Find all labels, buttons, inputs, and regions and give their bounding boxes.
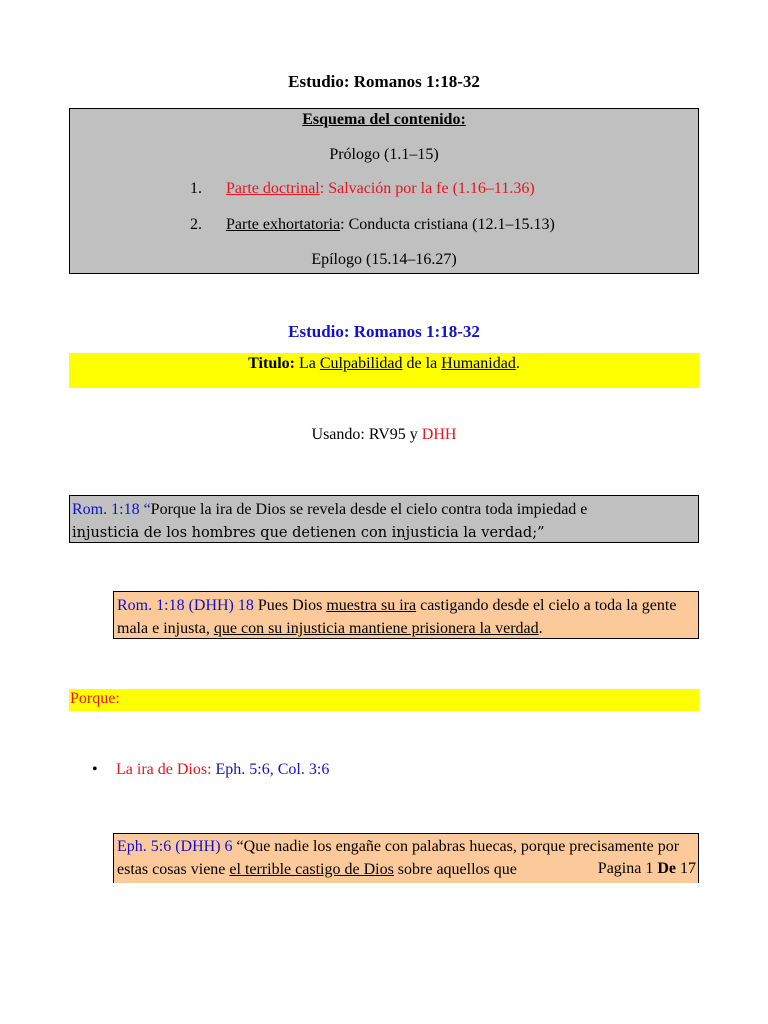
bullet-label: La ira de Dios: bbox=[116, 761, 212, 778]
outline-prologue: Prólogo (1.1–15) bbox=[329, 146, 439, 163]
eph-verse-underline: el terrible castigo de Dios bbox=[229, 861, 394, 878]
outline-item-text bbox=[226, 180, 535, 198]
using-line bbox=[0, 426, 768, 444]
porque-bar bbox=[69, 689, 699, 711]
outline-box bbox=[69, 108, 699, 274]
dhh-verse-underline: muestra su ira bbox=[326, 597, 417, 614]
title-word-humanidad: Humanidad bbox=[441, 355, 516, 372]
bullet-text bbox=[116, 761, 329, 779]
rom-verse-box bbox=[69, 495, 699, 543]
outline-item-desc: Conducta cristiana (12.1–15.13) bbox=[348, 216, 555, 233]
outline-item-label: Parte exhortatoria bbox=[226, 216, 341, 233]
porque-heading: Porque: bbox=[70, 690, 120, 707]
rom-verse-ref: Rom. 1:18 bbox=[72, 501, 140, 518]
rom-verse-text: injusticia de los hombres que detienen con injusticia la verdad;” bbox=[72, 525, 545, 541]
title-text: de la bbox=[402, 355, 442, 372]
eph-verse-text: sobre aquellos que bbox=[393, 861, 517, 878]
dhh-verse-box bbox=[113, 591, 699, 639]
outline-epilogue: Epílogo (15.14–16.27) bbox=[311, 251, 457, 268]
outline-heading: Esquema del contenido: bbox=[302, 111, 466, 128]
dhh-verse-text: castigando desde el cielo a toda la gente mala e injusta, bbox=[117, 597, 677, 637]
outline-item-number: 2. bbox=[190, 216, 202, 233]
dhh-verse-underline: que con su injusticia mantiene prisionera la verdad bbox=[213, 620, 539, 637]
rom-verse-quote: “ bbox=[139, 501, 151, 518]
outline-item-label: Parte doctrinal bbox=[226, 180, 320, 197]
outline-item-number: 1. bbox=[190, 180, 202, 197]
title-text: . bbox=[515, 355, 520, 372]
bullet-refs: Eph. 5:6, Col. 3:6 bbox=[211, 761, 330, 778]
outline-item-text bbox=[226, 216, 555, 234]
rom-verse-text: Porque la ira de Dios se revela desde el cielo contra toda impiedad e bbox=[150, 501, 588, 518]
using-prefix: Usando: RV95 y bbox=[311, 426, 422, 443]
using-dhh: DHH bbox=[421, 426, 457, 443]
bullet-dot-icon: • bbox=[92, 761, 98, 778]
dhh-verse-text: . bbox=[538, 620, 543, 637]
eph-verse-ref: Eph. 5:6 (DHH) 6 bbox=[117, 838, 233, 855]
title-bar bbox=[69, 353, 699, 388]
outline-item-sep: : bbox=[340, 216, 349, 233]
footer-de: De bbox=[657, 860, 676, 877]
page-footer bbox=[598, 860, 696, 878]
dhh-verse-ref: Rom. 1:18 (DHH) 18 bbox=[117, 597, 254, 614]
footer-prefix: Pagina 1 bbox=[597, 860, 658, 877]
title-line bbox=[69, 355, 699, 373]
study-title: Estudio: Romanos 1:18-32 bbox=[288, 322, 480, 341]
outline-item-desc: Salvación por la fe (1.16–11.36) bbox=[328, 180, 535, 197]
footer-suffix: 17 bbox=[676, 860, 696, 877]
dhh-verse-text: Pues Dios bbox=[253, 597, 327, 614]
document-title: Estudio: Romanos 1:18-32 bbox=[288, 72, 480, 91]
eph-verse-text: “Que nadie los engañe con palabras huecas, porque precisamente por estas cosas viene bbox=[117, 838, 680, 878]
title-label: Titulo: bbox=[248, 355, 295, 372]
title-word-culpabilidad: Culpabilidad bbox=[319, 355, 403, 372]
title-text: La bbox=[294, 355, 320, 372]
outline-item-sep: : bbox=[319, 180, 329, 197]
